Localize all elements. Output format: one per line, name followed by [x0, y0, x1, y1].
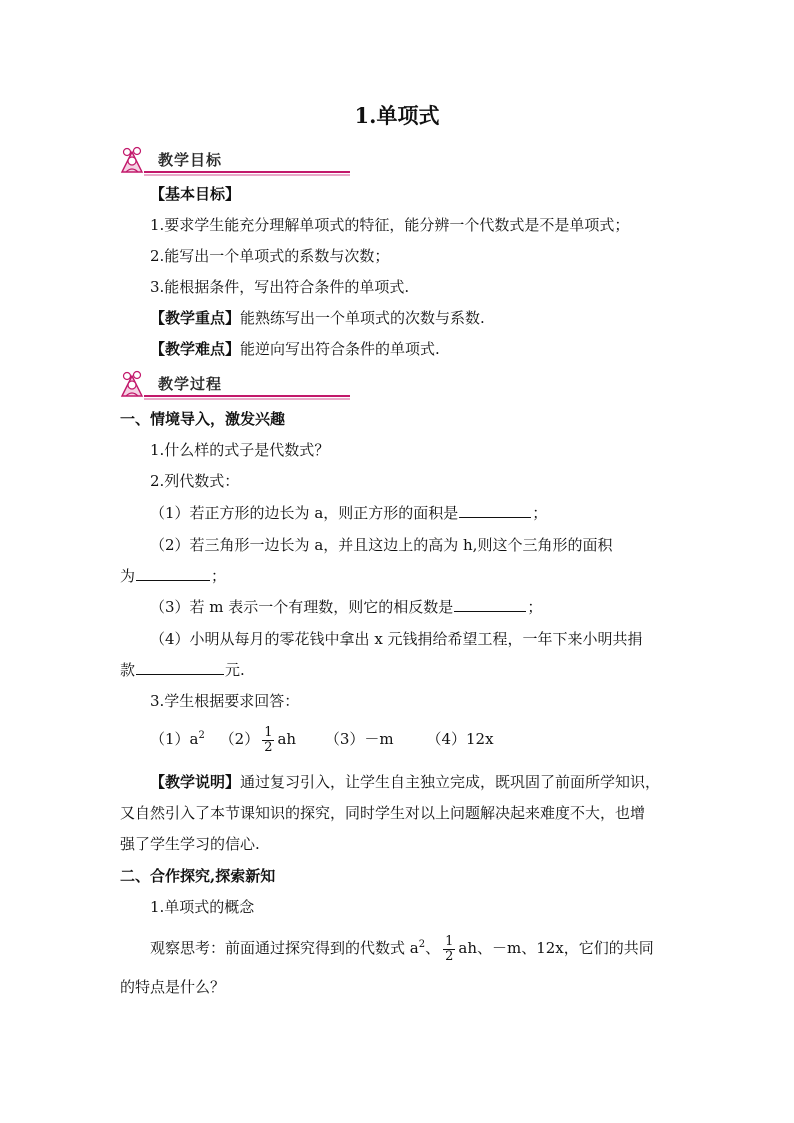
basic-goal-heading: 【基本目标】	[150, 185, 241, 203]
answer-blank	[136, 659, 224, 675]
part1-question-3: 3.学生根据要求回答：	[150, 692, 300, 710]
part2-subheading: 1.单项式的概念	[150, 898, 255, 916]
answer-1	[150, 730, 205, 748]
subquestion-2-start: 为	[120, 567, 136, 585]
section-banner-goals	[116, 144, 246, 180]
answer-4: （4）12x	[426, 730, 494, 748]
answer-blank	[454, 596, 526, 612]
fraction-one-half	[443, 935, 455, 964]
observe-line1	[150, 934, 654, 964]
answer-2-tail: ah	[277, 730, 297, 748]
answers-row	[150, 725, 494, 755]
difficult-point-text: 能逆向写出符合条件的单项式.	[240, 340, 440, 358]
subquestion-3	[150, 596, 542, 618]
subquestion-2-line2	[120, 565, 226, 587]
teaching-note-line3: 强了学生学习的信心.	[120, 835, 260, 853]
teaching-note-text: 通过复习引入，让学生自主独立完成，既巩固了前面所学知识，	[240, 773, 661, 791]
answer-1-base: （1）a	[150, 730, 199, 748]
key-point-label: 【教学重点】	[150, 309, 241, 327]
teaching-note-line2: 又自然引入了本节课知识的探究，同时学生对以上问题解决起来难度不大，也增	[120, 804, 646, 822]
subquestion-2-line1: （2）若三角形一边长为 a，并且这边上的高为 h,则这个三角形的面积	[150, 536, 613, 554]
subquestion-3-text: （3）若 m 表示一个有理数，则它的相反数是	[150, 598, 454, 616]
fraction-denominator: 2	[445, 948, 454, 964]
answer-3: （3）－m	[324, 730, 394, 748]
banner-label: 教学目标	[158, 151, 223, 169]
fraction-numerator: 1	[445, 933, 454, 949]
teaching-note-line1	[150, 771, 660, 793]
answer-2	[219, 724, 297, 755]
observe-exponent: 2	[418, 939, 426, 950]
key-point-line	[150, 307, 485, 329]
difficult-point-label: 【教学难点】	[150, 340, 241, 358]
observe-text-tail: ah、－m、12x，它们的共同	[458, 939, 654, 957]
part2-heading: 二、合作探究,探索新知	[120, 867, 276, 885]
difficult-point-line	[150, 338, 440, 360]
subquestion-1	[150, 502, 547, 524]
answer-2-label: （2）	[219, 730, 260, 748]
answer-1-exponent: 2	[198, 730, 205, 741]
fraction-denominator: 2	[264, 739, 273, 755]
banner-underline	[144, 395, 350, 401]
subquestion-1-text: （1）若正方形的边长为 a，则正方形的面积是	[150, 504, 459, 522]
page-title: 1.单项式	[354, 103, 440, 128]
key-point-text: 能熟练写出一个单项式的次数与系数.	[240, 309, 485, 327]
subquestion-2-end: ；	[211, 567, 227, 585]
part1-heading: 一、情境导入，激发兴趣	[120, 410, 286, 428]
teaching-note-label: 【教学说明】	[150, 773, 241, 791]
fraction-numerator: 1	[264, 724, 273, 740]
subquestion-4-start: 款	[120, 661, 136, 679]
subquestion-4-end: 元.	[225, 661, 245, 679]
goal-item-2: 2.能写出一个单项式的系数与次数；	[150, 247, 390, 265]
observe-text-start: 观察思考：前面通过探究得到的代数式 a	[150, 939, 419, 957]
section-banner-process	[116, 368, 246, 404]
banner-label: 教学过程	[158, 375, 223, 393]
goal-item-3: 3.能根据条件，写出符合条件的单项式.	[150, 278, 410, 296]
subquestion-1-end: ；	[532, 504, 548, 522]
subquestion-4-line1: （4）小明从每月的零花钱中拿出 x 元钱捐给希望工程，一年下来小明共捐	[150, 630, 643, 648]
subquestion-4-line2	[120, 659, 245, 681]
observe-line2: 的特点是什么？	[120, 978, 226, 996]
part1-question-1: 1.什么样的式子是代数式？	[150, 441, 330, 459]
goal-item-1: 1.要求学生能充分理解单项式的特征，能分辨一个代数式是不是单项式；	[150, 216, 630, 234]
banner-underline	[144, 171, 350, 177]
observe-separator: 、	[425, 939, 441, 957]
answer-blank	[459, 502, 531, 518]
subquestion-3-end: ；	[527, 598, 543, 616]
fraction-one-half	[262, 726, 274, 755]
answer-blank	[136, 565, 210, 581]
part1-question-2: 2.列代数式：	[150, 472, 240, 490]
